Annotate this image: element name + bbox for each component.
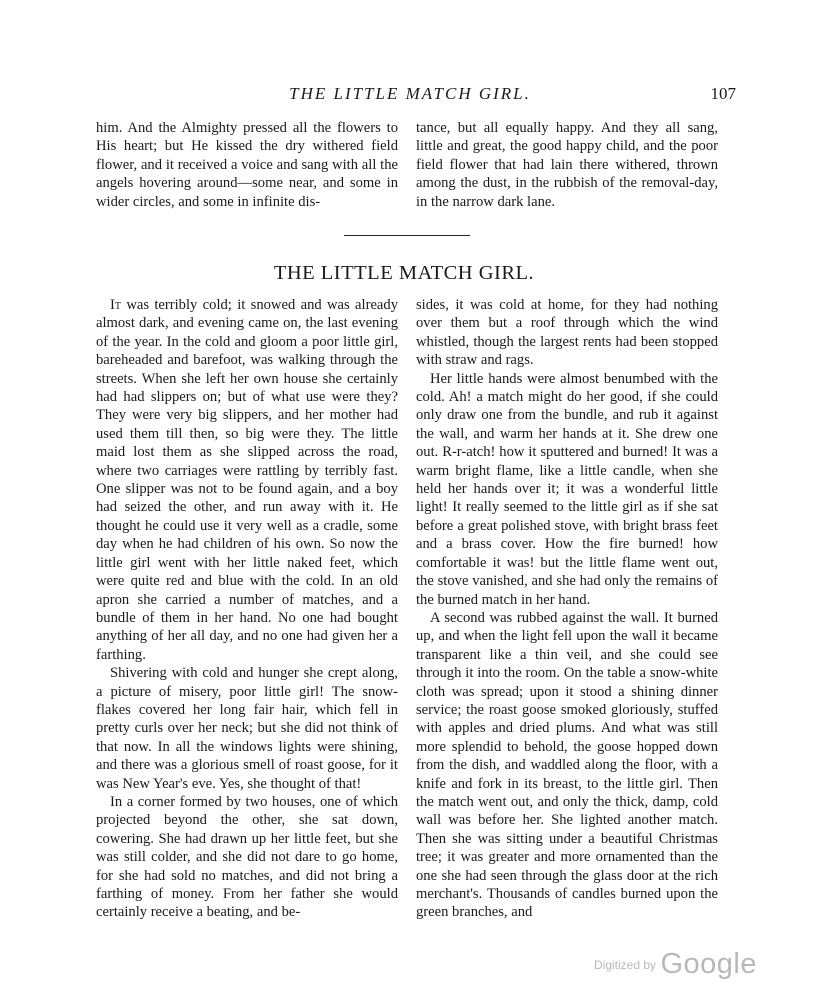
watermark-prefix: Digitized by bbox=[594, 958, 657, 972]
digitized-watermark bbox=[594, 948, 757, 981]
story-right-column bbox=[416, 296, 718, 922]
top-right-column bbox=[416, 119, 718, 211]
running-title: THE LITTLE MATCH GIRL. bbox=[289, 84, 531, 103]
paragraph: tance, but all equally happy. And they all sang, little and great, the good happy child, and the poor field flower that had lain there withered, thrown among the dust, in the rubbish of the removal-day, in the narrow dark lane. bbox=[416, 120, 718, 210]
paragraph: Shivering with cold and hunger she crept along, a picture of misery, poor little girl! The snow-flakes covered her long fair hair, which fell in pretty curls over her neck; but she did not think of that now. In all the windows lights were shining, and there was a glorious smell of roast goose, for it was New Year's eve. Yes, she thought of that! bbox=[96, 665, 398, 792]
paragraph-text: was terribly cold; it snowed and was already almost dark, and evening came on, the last evening of the year. In the cold and gloom a poor little girl, bareheaded and barefoot, was walking through the streets. When she left her own house she certainly had had slippers on; but of what use were they? They were very big slippers, and her mother had used them till then, so big were they. The little maid lost them as she slipped across the road, where two carriages were rattling by terribly fast. One slipper was not to be found again, and a boy had seized the other, and run away with it. He thought he could use it very well as a cradle, some day when he had children of his own. So now the little girl went with her little naked feet, which were quite red and blue with the cold. In an old apron she carried a number of matches, and a bundle of them in her hand. No one had bought anything of her all day, and no one had given her a farthing. bbox=[96, 297, 398, 663]
page-header bbox=[0, 84, 832, 108]
paragraph: him. And the Almighty pressed all the flowers to His heart; but He kissed the dry withered field flower, and it received a voice and sang with all the angels hovering around—some near, and some in wider circles, and some in infinite dis- bbox=[96, 120, 398, 210]
top-left-column bbox=[96, 119, 398, 211]
google-logo: Google bbox=[660, 948, 757, 980]
paragraph: In a corner formed by two houses, one of which projected beyond the other, she sat down, cowering. She had drawn up her little feet, but she was still colder, and she did not dare to go home, for she had sold no matches, and did not bring a farthing of money. From her father she would certainly receive a beating, and be- bbox=[96, 793, 398, 921]
page-number: 107 bbox=[710, 84, 736, 103]
story-left-column bbox=[96, 296, 398, 922]
paragraph: sides, it was cold at home, for they had nothing over them but a roof through which the wind whistled, though the largest rents had been stopped with straw and rags. bbox=[416, 297, 718, 369]
paragraph-opening bbox=[96, 296, 398, 664]
paragraph: A second was rubbed against the wall. It burned up, and when the light fell upon the wall it became transparent like a thin veil, and she could see through it into the room. On the table a snow-white cloth was spread; upon it stood a shining dinner service; the roast goose smoked gloriously, stuffed with apples and dried plums. And what was still more splendid to behold, the goose hopped down from the dish, and waddled along the floor, with a knife and fork in its breast, to the little girl. Then the match went out, and only the thick, damp, cold wall was before her. She lighted another match. Then she was sitting under a beautiful Christmas tree; it was greater and more ornamented than the one she had seen through the glass door at the rich merchant's. Thousands of candles burned upon the green branches, and bbox=[416, 609, 718, 921]
story-title: THE LITTLE MATCH GIRL. bbox=[273, 262, 535, 284]
section-divider bbox=[344, 235, 470, 236]
paragraph: Her little hands were almost benumbed with the cold. Ah! a match might do her good, if she could only draw one from the bundle, and rub it against the wall, and warm her hands at it. She drew one out. R-r-atch! how it sputtered and burned! It was a warm bright flame, like a little candle, when she held her hands over it; it was a wonderful little light! It really seemed to the little girl as if she sat before a great polished stove, with bright brass feet and a brass cover. How the fire burned! how comfortable it was! but the little flame went out, the stove vanished, and she had only the remains of the burned match in her hand. bbox=[416, 370, 718, 608]
drop-word: It bbox=[110, 297, 121, 313]
